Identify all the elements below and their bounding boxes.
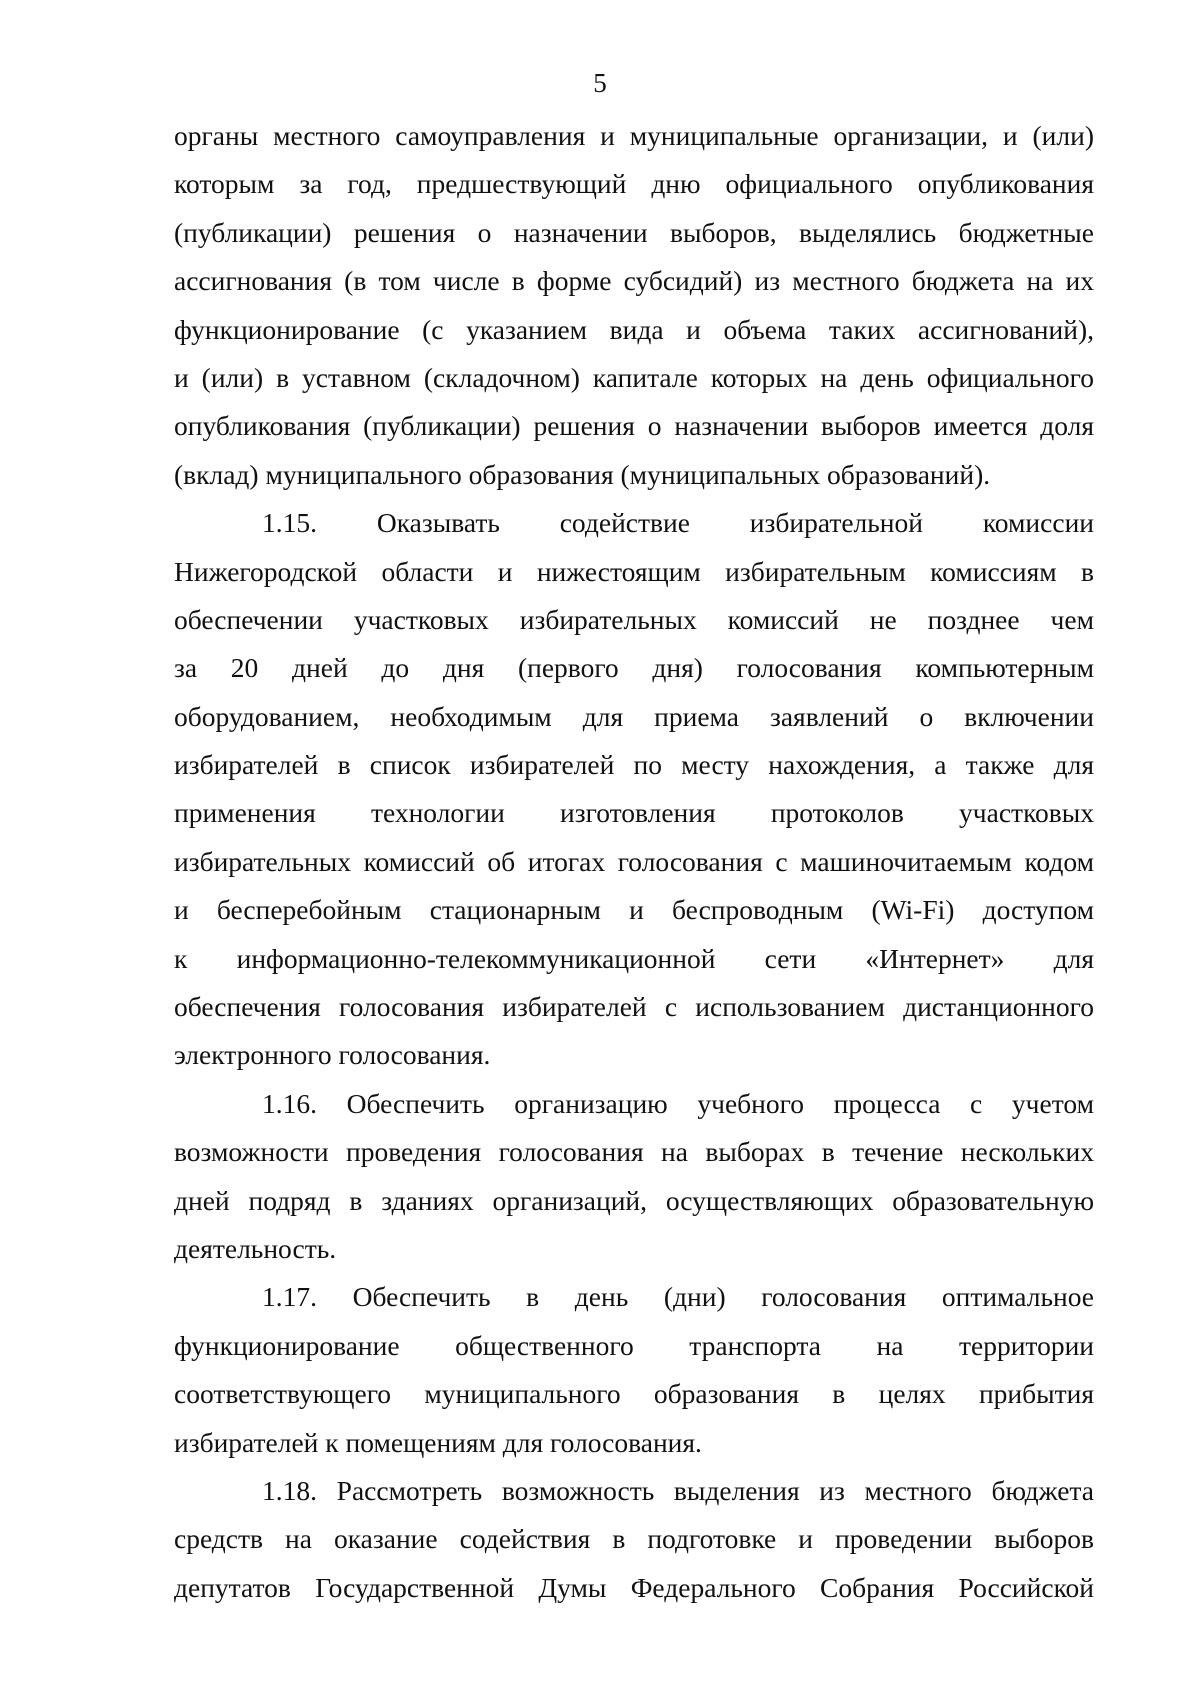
text-line: возможности проведения голосования на выборах в течение нескольких	[174, 1136, 1094, 1168]
text-line: ассигнования (в том числе в форме субсидий) из местного бюджета на их	[174, 265, 1094, 297]
document-body	[174, 112, 1094, 1612]
text-line: за 20 дней до дня (первого дня) голосования компьютерным	[174, 652, 1094, 684]
text-line: обеспечения голосования избирателей с использованием дистанционного	[174, 991, 1094, 1023]
text-line: деятельность.	[174, 1232, 337, 1264]
text-line: и (или) в уставном (складочном) капитале которых на день официального	[174, 361, 1094, 393]
text-line: средств на оказание содействия в подготовке и проведении выборов	[174, 1523, 1094, 1555]
text-line: электронного голосования.	[174, 1039, 491, 1071]
text-line: опубликования (публикации) решения о назначении выборов имеется доля	[174, 410, 1094, 442]
text-line: соответствующего муниципального образования в целях прибытия	[174, 1378, 1094, 1410]
text-line: (вклад) муниципального образования (муниципальных образований).	[174, 458, 991, 490]
text-line: 1.17. Обеспечить в день (дни) голосования оптимальное	[262, 1281, 1094, 1313]
text-line: функционирование общественного транспорта на территории	[174, 1329, 1094, 1361]
text-line: Нижегородской области и нижестоящим избирательным комиссиям в	[174, 555, 1094, 587]
page-number: 5	[593, 68, 607, 98]
text-line: депутатов Государственной Думы Федерального Собрания Российской	[174, 1571, 1094, 1603]
text-line: и бесперебойным стационарным и беспроводным (Wi-Fi) доступом	[174, 894, 1094, 926]
text-line: дней подряд в зданиях организаций, осуществляющих образовательную	[174, 1184, 1094, 1216]
text-line: избирательных комиссий об итогах голосования с машиночитаемым кодом	[174, 845, 1094, 877]
text-line: избирателей к помещениям для голосования.	[174, 1426, 702, 1458]
text-line: (публикации) решения о назначении выборов, выделялись бюджетные	[174, 216, 1094, 248]
text-line: обеспечении участковых избирательных комиссий не позднее чем	[174, 603, 1094, 635]
text-line: 1.16. Обеспечить организацию учебного процесса с учетом	[262, 1087, 1094, 1119]
text-line: 1.15. Оказывать содействие избирательной комиссии	[262, 507, 1094, 539]
text-line: которым за год, предшествующий дню официального опубликования	[174, 168, 1094, 200]
text-line: к информационно-телекоммуникационной сети «Интернет» для	[174, 942, 1094, 974]
text-line: избирателей в список избирателей по месту нахождения, а также для	[174, 749, 1094, 781]
text-line: органы местного самоуправления и муниципальные организации, и (или)	[174, 120, 1094, 151]
text-line: 1.18. Рассмотреть возможность выделения из местного бюджета	[262, 1474, 1094, 1506]
text-line: функционирование (с указанием вида и объема таких ассигнований),	[174, 313, 1094, 345]
text-line: применения технологии изготовления протоколов участковых	[174, 797, 1094, 829]
text-line: оборудованием, необходимым для приема заявлений о включении	[174, 700, 1094, 732]
